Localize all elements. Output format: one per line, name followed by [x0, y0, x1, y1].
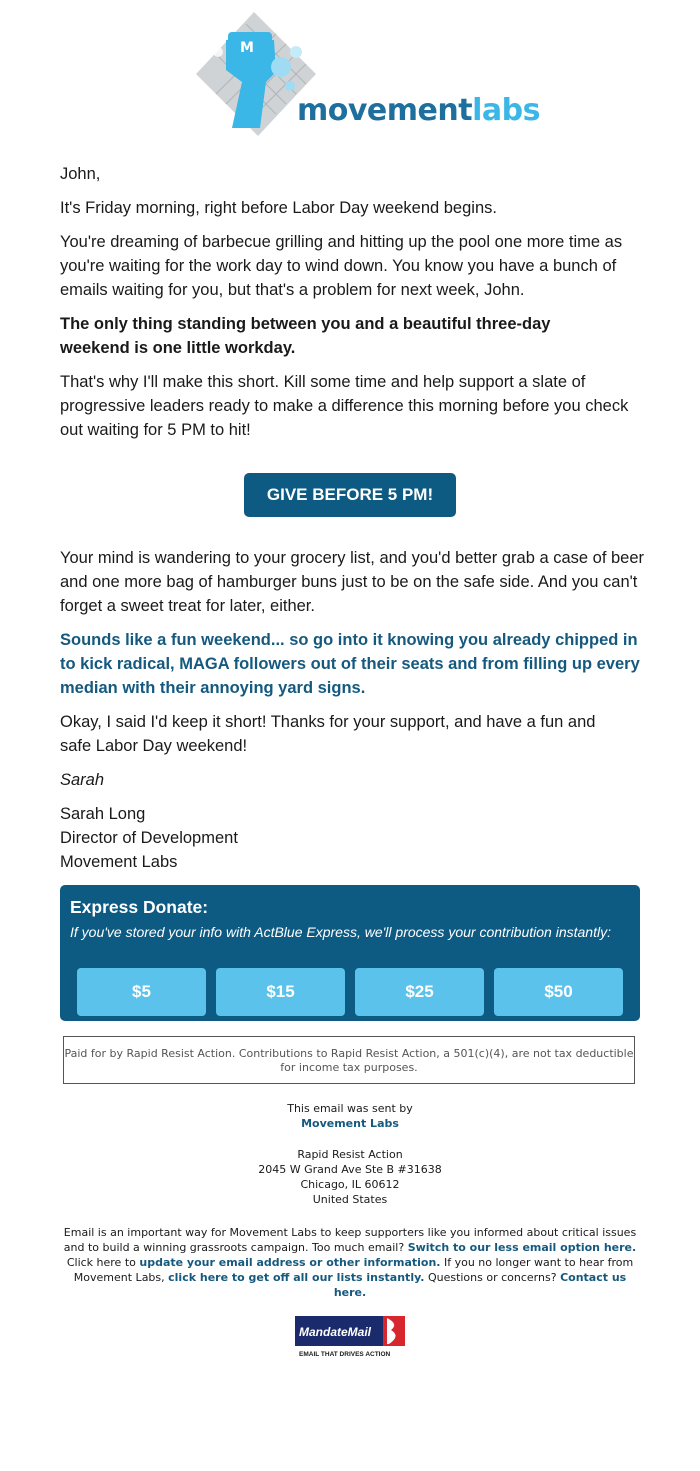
address-line-3: Chicago, IL 60612 — [300, 1178, 400, 1191]
logo-wordmark — [297, 93, 540, 128]
give-before-5pm-button[interactable]: GIVE BEFORE 5 PM! — [244, 473, 456, 517]
signature-script: Sarah — [60, 771, 105, 789]
footer-legal — [60, 1225, 640, 1300]
paragraph-1: It's Friday morning, right before Labor Day weekend begins. — [60, 199, 497, 217]
unsubscribe-link[interactable]: click here to get off all our lists instantly. — [168, 1271, 425, 1284]
svg-text:MandateMail: MandateMail — [299, 1325, 372, 1339]
signature-name: Sarah Long — [60, 805, 146, 823]
paragraph-6-highlight[interactable]: Sounds like a fun weekend... so go into it knowing you already chipped in to kick radical, MAGA followers out of their seats and from filling up every median with their annoying yard signs. — [60, 631, 640, 697]
less-email-link[interactable]: Switch to our less email option here. — [407, 1241, 637, 1254]
contact-us-link[interactable]: Contact us here. — [333, 1271, 627, 1299]
footer-text-1: Email is an important way for Movement Labs to keep supporters like you informed about critical issues and to build a winning grassroots campaign. Too much email? — [63, 1226, 637, 1254]
mandatemail-logo-icon — [295, 1316, 405, 1358]
update-email-link[interactable]: update your email address or other information. — [139, 1256, 441, 1269]
footer-text-4: Questions or concerns? — [427, 1271, 557, 1284]
paragraph-3-bold: The only thing standing between you and a beautiful three-day weekend is one little workday. — [60, 315, 551, 357]
signature-title: Director of Development — [60, 829, 238, 847]
donate-5-button[interactable]: $5 — [77, 968, 206, 1016]
footer-text-3: If you no longer want to hear from Movement Labs, — [73, 1256, 634, 1284]
footer-address — [60, 1147, 640, 1207]
donate-15-button[interactable]: $15 — [216, 968, 345, 1016]
paid-for-disclaimer: Paid for by Rapid Resist Action. Contributions to Rapid Resist Action, a 501(c)(4), are not tax deductible for income tax purposes. — [63, 1036, 635, 1084]
donate-25-button[interactable]: $25 — [355, 968, 484, 1016]
svg-text:EMAIL THAT DRIVES ACTION: EMAIL THAT DRIVES ACTION — [299, 1351, 391, 1358]
express-donate-panel — [60, 885, 640, 1021]
donate-50-button[interactable]: $50 — [494, 968, 623, 1016]
paragraph-4: That's why I'll make this short. Kill some time and help support a slate of progressive leaders ready to make a difference this morning before you check out waiting for 5 PM to hit! — [60, 373, 629, 439]
paragraph-5: Your mind is wandering to your grocery list, and you'd better grab a case of beer and one more bag of hamburger buns just to be on the safe side. And you can't forget a sweet treat for later, either. — [60, 549, 645, 615]
logo-word-labs: labs — [472, 93, 540, 128]
address-line-1: Rapid Resist Action — [297, 1148, 403, 1161]
paragraph-2: You're dreaming of barbecue grilling and hitting up the pool one more time as you're waiting for the work day to wind down. You know you have a bunch of emails waiting for you, but that's a problem for next week, John. — [60, 233, 623, 299]
signature-org: Movement Labs — [60, 853, 178, 871]
express-donate-subtitle: If you've stored your info with ActBlue Express, we'll process your contribution instantly: — [70, 924, 611, 940]
express-donate-title: Express Donate: — [70, 897, 209, 917]
footer-text-2: Click here to — [66, 1256, 136, 1269]
logo-word-movement: movement — [297, 93, 473, 128]
mandatemail-badge[interactable] — [295, 1316, 405, 1358]
address-line-2: 2045 W Grand Ave Ste B #31638 — [258, 1163, 442, 1176]
footer-sent-by — [60, 1101, 640, 1131]
greeting: John, — [60, 165, 101, 183]
svg-text:M: M — [240, 40, 254, 56]
paragraph-7: Okay, I said I'd keep it short! Thanks for your support, and have a fun and safe Labor Day weekend! — [60, 713, 596, 755]
sent-by-text: This email was sent by — [287, 1102, 413, 1115]
address-line-4: United States — [312, 1193, 388, 1206]
movement-labs-logo — [196, 12, 540, 138]
sender-link[interactable]: Movement Labs — [301, 1117, 399, 1130]
